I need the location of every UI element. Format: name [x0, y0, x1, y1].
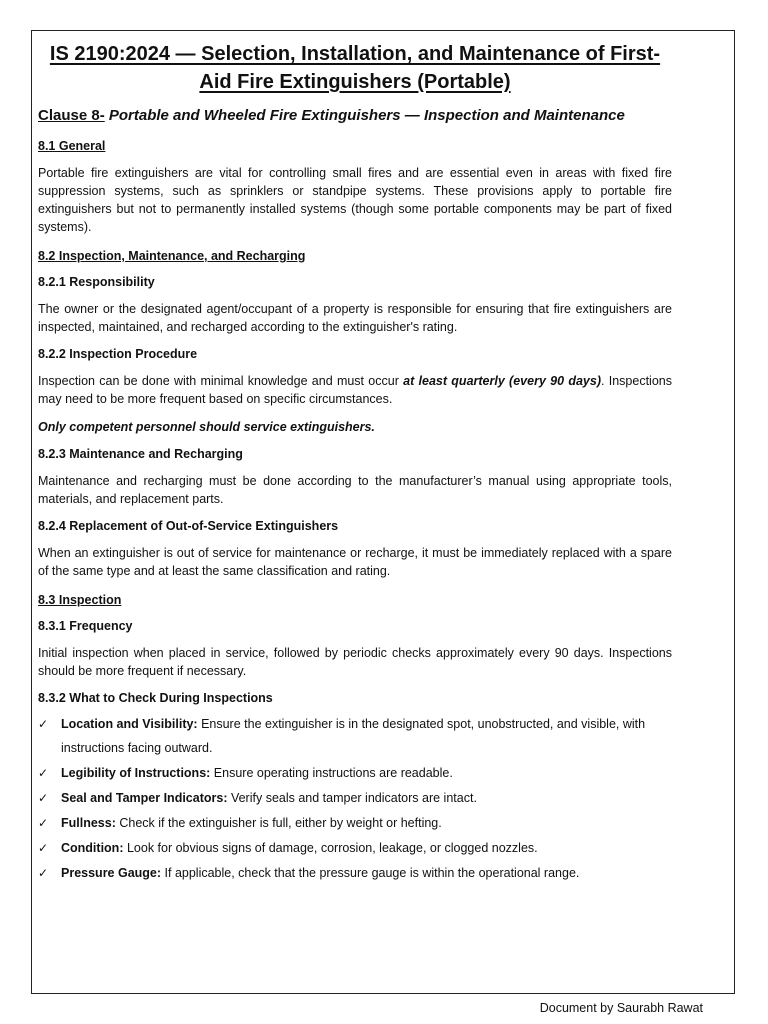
section-8-2-heading: 8.2 Inspection, Maintenance, and Recharging [38, 249, 306, 263]
section-8-2-2-note: Only competent personnel should service extinguishers. [38, 420, 375, 434]
section-8-3-2-heading: 8.3.2 What to Check During Inspections [38, 691, 273, 705]
section-8-2-2-text-start: Inspection can be done with minimal knowledge and must occur [38, 374, 404, 388]
checklist-item-seal [38, 786, 672, 810]
section-8-2-1-heading: 8.2.1 Responsibility [38, 275, 155, 289]
checklist-item-condition [38, 836, 672, 860]
checklist-term: Legibility of Instructions: [61, 766, 211, 780]
checklist-term: Seal and Tamper Indicators: [61, 791, 228, 805]
footer-credit: Document by Saurabh Rawat [539, 1001, 703, 1015]
checklist-item-location [38, 712, 672, 760]
clause-title: Portable and Wheeled Fire Extinguishers — Inspection and Maintenance [108, 107, 625, 124]
section-8-3-1-heading: 8.3.1 Frequency [38, 619, 133, 633]
checklist-item-pressure-gauge [38, 861, 672, 885]
document-body [38, 40, 672, 886]
checklist-text: Verify seals and tamper indicators are intact. [227, 791, 477, 805]
checkmark-icon: ✓ [38, 841, 49, 855]
section-8-1-heading: 8.1 General [38, 139, 106, 153]
document-title: IS 2190:2024 — Selection, Installation, and Maintenance of First-Aid Fire Extinguishers (Portable) [49, 43, 661, 93]
section-8-2-2-frequency-emphasis: at least quarterly (every 90 days) [403, 374, 601, 388]
clause-number: Clause 8- [38, 107, 105, 124]
section-8-2-3-text: Maintenance and recharging must be done according to the manufacturer’s manual using appropriate tools, materials, and replacement parts. [38, 474, 672, 506]
checkmark-icon: ✓ [38, 866, 49, 880]
checklist-term: Fullness: [61, 816, 116, 830]
section-8-2-1-text: The owner or the designated agent/occupant of a property is responsible for ensuring that fire extinguishers are inspected, maintained, and recharged according to the extinguisher's rating. [38, 302, 672, 334]
section-8-2-3-heading: 8.2.3 Maintenance and Recharging [38, 447, 243, 461]
section-8-2-2-heading: 8.2.2 Inspection Procedure [38, 347, 198, 361]
section-8-2-4-text: When an extinguisher is out of service for maintenance or recharge, it must be immediately replaced with a spare of the same type and at least the same classification and rating. [38, 546, 672, 578]
section-8-1-text: Portable fire extinguishers are vital for controlling small fires and are essential even in areas with fixed fire suppression systems, such as sprinklers or standpipe systems. These provisions apply to portable fire extinguishers but not to permanently installed systems (though some portable components may be part of fixed systems). [38, 166, 672, 234]
clause-heading [38, 106, 672, 126]
checklist-text: If applicable, check that the pressure gauge is within the operational range. [161, 866, 580, 880]
checklist-item-legibility [38, 761, 672, 785]
checkmark-icon: ✓ [38, 816, 49, 830]
section-8-3-1-text: Initial inspection when placed in service, followed by periodic checks approximately every 90 days. Inspections should be more frequent if necessary. [38, 646, 672, 678]
checklist-term: Condition: [61, 841, 124, 855]
section-8-2-2-text [38, 372, 672, 408]
checklist-text: Check if the extinguisher is full, either by weight or hefting. [115, 816, 442, 830]
section-8-2-2-text-end: . Inspections may need to be more frequent based on specific circumstances. [38, 374, 672, 406]
checklist-text: Look for obvious signs of damage, corrosion, leakage, or clogged nozzles. [123, 841, 538, 855]
checkmark-icon: ✓ [38, 766, 49, 780]
section-8-3-heading: 8.3 Inspection [38, 593, 122, 607]
checklist-item-fullness [38, 811, 672, 835]
checkmark-icon: ✓ [38, 791, 49, 805]
checklist-text: Ensure operating instructions are readable. [210, 766, 453, 780]
checklist-term: Pressure Gauge: [61, 866, 162, 880]
inspection-checklist [38, 712, 672, 885]
section-8-2-4-heading: 8.2.4 Replacement of Out-of-Service Extinguishers [38, 519, 339, 533]
checklist-text: Ensure the extinguisher is in the designated spot, unobstructed, and visible, with instructions facing outward. [61, 717, 646, 755]
checklist-term: Location and Visibility: [61, 717, 198, 731]
checkmark-icon: ✓ [38, 717, 49, 731]
